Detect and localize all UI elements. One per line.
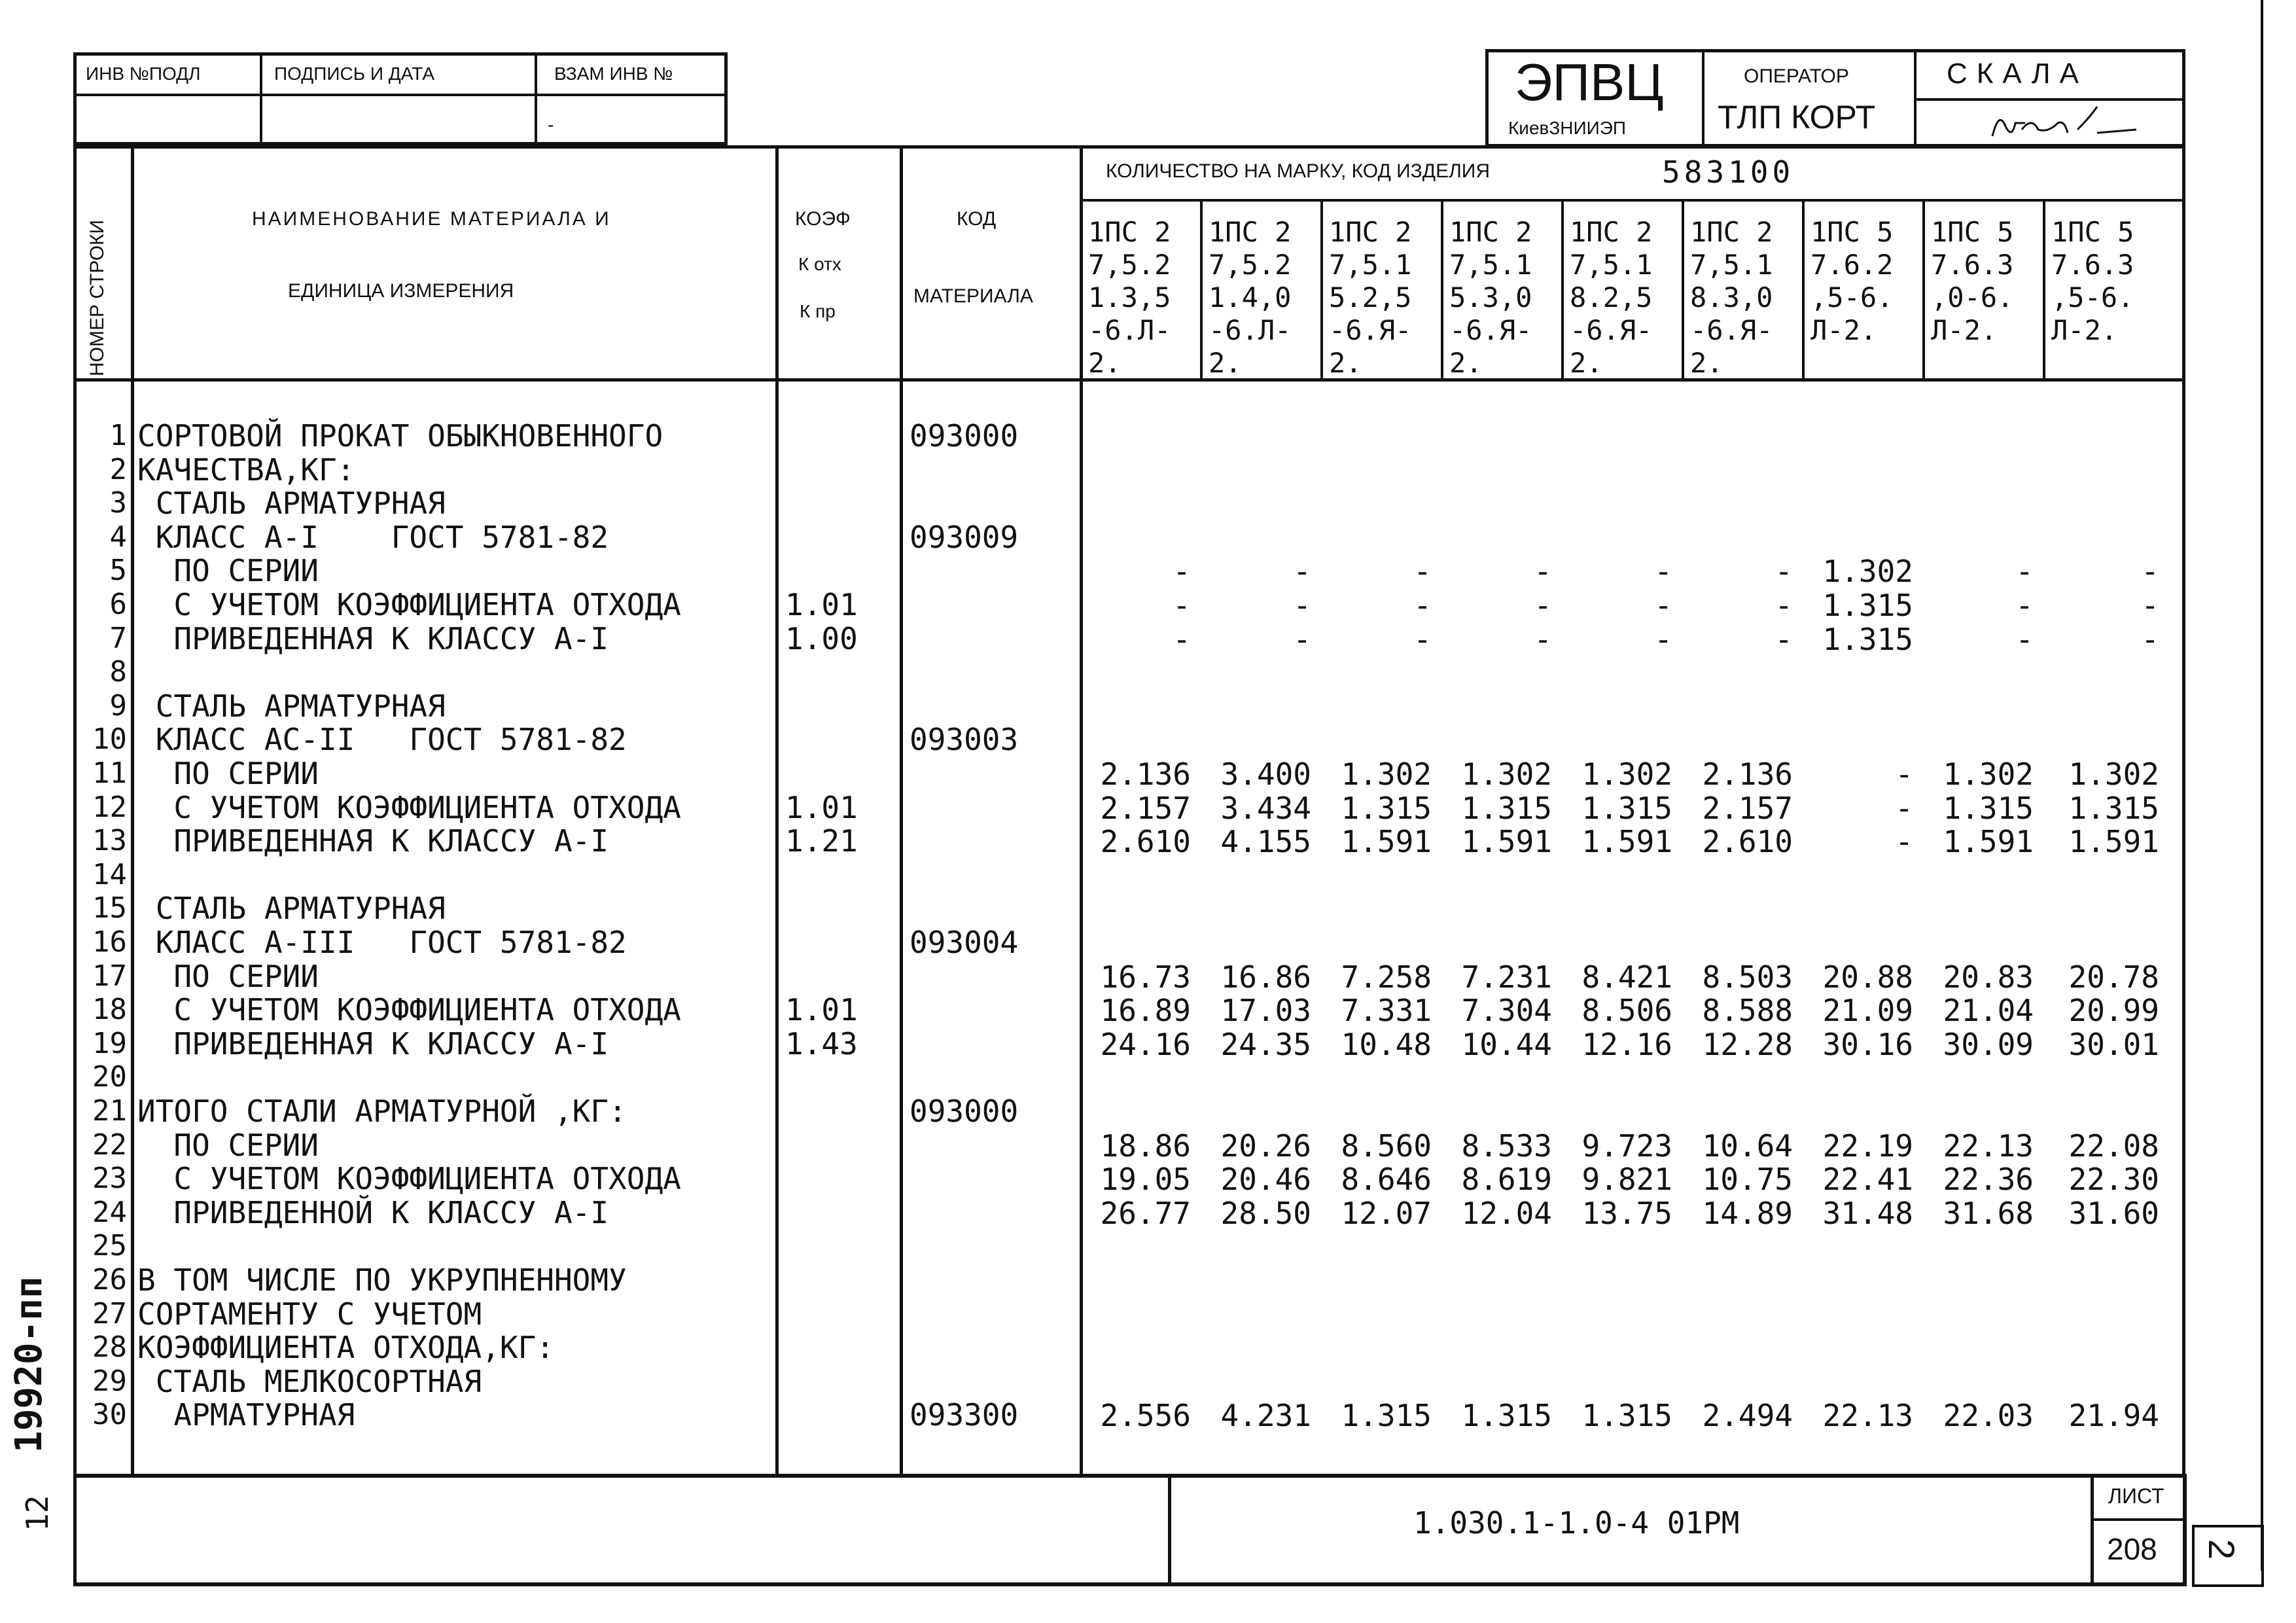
quantity-cell: 9.723 [1581, 1128, 1672, 1164]
material-name: ПРИВЕДЕННАЯ К КЛАССУ А-I [137, 823, 609, 859]
quantity-cell: 4.231 [1220, 1398, 1311, 1434]
row-number: 28 [92, 1330, 127, 1364]
quantity-cell: 2.136 [1702, 757, 1793, 792]
quantity-cell: 7.331 [1341, 993, 1432, 1029]
quantity-cell: 17.03 [1220, 993, 1311, 1029]
row-number: 9 [109, 688, 127, 722]
quantity-cell: - [1173, 588, 1191, 623]
quantity-cell: 8.619 [1461, 1162, 1552, 1198]
material-name: ПО СЕРИИ [137, 958, 319, 994]
mark-header: 1ПС 5 7.6.3 ,0-6. Л-2. [1931, 216, 2014, 346]
row-number: 15 [92, 891, 127, 925]
material-name: ПРИВЕДЕННАЯ К КЛАССУ А-I [137, 620, 609, 656]
quantity-cell: - [2015, 554, 2034, 590]
row-number: 18 [92, 993, 127, 1027]
quantity-cell: 1.315 [2068, 790, 2159, 826]
quantity-cell: 21.09 [1822, 993, 1913, 1029]
quantity-cell: 31.60 [2068, 1195, 2159, 1231]
quantity-cell: 12.28 [1702, 1026, 1793, 1062]
quantity-cell: 1.302 [1581, 757, 1672, 792]
quantity-cell: 8.646 [1341, 1162, 1432, 1198]
quantity-cell: - [1534, 554, 1552, 590]
row-number: 7 [109, 621, 127, 655]
quantity-cell: 24.16 [1100, 1026, 1191, 1062]
material-name: КАЧЕСТВА,КГ: [137, 452, 355, 488]
quantity-cell: 10.48 [1341, 1026, 1432, 1062]
quantity-cell: 22.03 [1943, 1398, 2034, 1434]
quantity-cell: 1.315 [1461, 1398, 1552, 1434]
row-number: 8 [109, 655, 127, 689]
row-number-header: НОМЕР СТРОКИ [86, 219, 108, 376]
side-mark: 2 [2201, 1539, 2243, 1560]
quantity-cell: 21.94 [2068, 1398, 2159, 1434]
quantity-cell: 2.157 [1702, 790, 1793, 826]
top-right-stamp [1485, 49, 2185, 147]
quantity-cell: 31.68 [1943, 1195, 2034, 1231]
quantity-cell: 2.556 [1100, 1398, 1191, 1434]
quantity-cell: - [1413, 554, 1432, 590]
quantity-cell: - [1775, 588, 1793, 623]
quantity-cell: - [1534, 588, 1552, 623]
row-number: 5 [109, 554, 127, 588]
coefficient: 1.00 [785, 620, 858, 656]
quantity-cell: 1.302 [1461, 757, 1552, 792]
material-name: КЛАСС А-I ГОСТ 5781-82 [137, 519, 609, 555]
quantity-cell: 20.88 [1822, 959, 1913, 995]
mark-header: 1ПС 5 7.6.2 ,5-6. Л-2. [1810, 216, 1894, 346]
mark-header: 1ПС 2 7,5.1 8.2,5 -6.Я- 2. [1570, 216, 1653, 379]
row-number: 13 [92, 824, 127, 858]
row-number: 27 [92, 1296, 127, 1330]
vzam-inv-label: ВЗАМ ИНВ № [554, 63, 673, 84]
quantity-cell: 20.99 [2068, 993, 2159, 1029]
row-number: 30 [92, 1398, 127, 1432]
quantity-cell: 1.302 [1822, 554, 1913, 590]
signature [1986, 103, 2143, 143]
sheet-label: ЛИСТ [2108, 1484, 2164, 1508]
quantity-cell: - [2141, 621, 2159, 657]
mark-header: 1ПС 5 7.6.3 ,5-6. Л-2. [2051, 216, 2134, 346]
quantity-cell: 12.16 [1581, 1026, 1672, 1062]
operator-value: ТЛП КОРТ [1718, 99, 1876, 135]
quantity-cell: 14.89 [1702, 1195, 1793, 1231]
coef-header-line3: К пр [800, 301, 836, 321]
quantity-cell: 21.04 [1943, 993, 2034, 1029]
margin-number: 12 [20, 1495, 55, 1531]
quantity-cell: 16.89 [1100, 993, 1191, 1029]
material-name: СОРТАМЕНТУ С УЧЕТОМ [137, 1296, 482, 1332]
quantity-cell: 1.315 [1581, 790, 1672, 826]
material-code: 093000 [910, 1094, 1019, 1129]
quantity-cell: 8.560 [1341, 1128, 1432, 1164]
quantity-cell: 1.591 [1581, 824, 1672, 860]
material-code: 093300 [910, 1397, 1019, 1433]
quantity-cell: 1.302 [1341, 757, 1432, 792]
quantity-cell: 30.09 [1943, 1026, 2034, 1062]
quantity-cell: 3.400 [1220, 757, 1311, 792]
quantity-cell: 30.01 [2068, 1026, 2159, 1062]
mark-header: 1ПС 2 7,5.1 5.2,5 -6.Я- 2. [1329, 216, 1412, 379]
row-number: 14 [92, 857, 127, 891]
quantity-cell: 19.05 [1100, 1162, 1191, 1198]
quantity-cell: 1.591 [2068, 824, 2159, 860]
quantity-cell: 13.75 [1581, 1195, 1672, 1231]
quantity-cell: 7.231 [1461, 959, 1552, 995]
material-name: СТАЛЬ АРМАТУРНАЯ [137, 688, 446, 724]
quantity-cell: - [2141, 588, 2159, 623]
quantity-cell: 4.155 [1220, 824, 1311, 860]
coefficient: 1.43 [785, 1026, 858, 1061]
coef-header-line1: КОЭФ [795, 208, 851, 230]
material-code: 093003 [910, 722, 1019, 758]
quantity-cell: 22.08 [2068, 1128, 2159, 1164]
row-number: 19 [92, 1026, 127, 1060]
quantity-cell: 8.506 [1581, 993, 1672, 1029]
vzam-inv-value: - [548, 115, 554, 135]
quantity-cell: 1.591 [1461, 824, 1552, 860]
quantity-cell: 1.315 [1581, 1398, 1672, 1434]
quantity-cell: 1.315 [1943, 790, 2034, 826]
code-header-line1: КОД [957, 208, 997, 230]
row-number: 10 [92, 722, 127, 757]
quantity-cell: 10.44 [1461, 1026, 1552, 1062]
material-name: ПО СЕРИИ [137, 553, 319, 589]
quantity-cell: 31.48 [1822, 1195, 1913, 1231]
material-code: 093009 [910, 519, 1019, 555]
row-number: 3 [109, 486, 127, 520]
row-number: 4 [109, 520, 127, 554]
quantity-cell: 7.258 [1341, 959, 1432, 995]
coefficient: 1.01 [785, 587, 858, 622]
signature-date-label: ПОДПИСЬ И ДАТА [274, 63, 435, 84]
quantity-cell: 2.494 [1702, 1398, 1793, 1434]
quantity-cell: 1.302 [2068, 757, 2159, 792]
material-header-line1: НАИМЕНОВАНИЕ МАТЕРИАЛА И [252, 208, 611, 230]
quantity-cell: 20.78 [2068, 959, 2159, 995]
mark-header: 1ПС 2 7,5.1 8.3,0 -6.Я- 2. [1690, 216, 1773, 379]
quantity-cell: 1.315 [1822, 588, 1913, 623]
quantity-cell: 12.04 [1461, 1195, 1552, 1231]
quantity-cell: 30.16 [1822, 1026, 1913, 1062]
quantity-cell: 28.50 [1220, 1195, 1311, 1231]
quantity-cell: 24.35 [1220, 1026, 1311, 1062]
quantity-cell: - [1895, 790, 1913, 826]
margin-stamp: 19920-пп [8, 1276, 50, 1453]
material-name: КЛАСС А-III ГОСТ 5781-82 [137, 925, 627, 960]
operator-label: ОПЕРАТОР [1744, 65, 1849, 87]
quantity-cell: 8.588 [1702, 993, 1793, 1029]
system-name: СКАЛА [1947, 58, 2088, 90]
coefficient: 1.21 [785, 823, 858, 859]
quantity-cell: 20.83 [1943, 959, 2034, 995]
material-name: АРМАТУРНАЯ [137, 1397, 355, 1433]
material-name: КЛАСС АС-II ГОСТ 5781-82 [137, 722, 627, 758]
inv-podl-label: ИНВ №ПОДЛ [86, 63, 201, 84]
material-code: 093000 [910, 418, 1019, 454]
coefficient: 1.01 [785, 992, 858, 1028]
material-name: СТАЛЬ АРМАТУРНАЯ [137, 891, 446, 927]
top-left-stamp [73, 52, 728, 145]
row-number: 20 [92, 1060, 127, 1094]
quantity-cell: - [1173, 621, 1191, 657]
product-code: 583100 [1662, 154, 1795, 190]
quantity-cell: 16.73 [1100, 959, 1191, 995]
quantity-header: КОЛИЧЕСТВО НА МАРКУ, КОД ИЗДЕЛИЯ [1106, 160, 1491, 182]
quantity-cell: - [2141, 554, 2159, 590]
row-number: 22 [92, 1128, 127, 1162]
quantity-cell: 2.157 [1100, 790, 1191, 826]
material-name: СТАЛЬ МЕЛКОСОРТНАЯ [137, 1363, 482, 1399]
quantity-cell: 1.302 [1943, 757, 2034, 792]
mark-header: 1ПС 2 7,5.1 5.3,0 -6.Я- 2. [1449, 216, 1532, 379]
quantity-cell: - [2015, 588, 2034, 623]
row-number: 1 [109, 419, 127, 452]
material-name: В ТОМ ЧИСЛЕ ПО УКРУПНЕННОМУ [137, 1262, 627, 1298]
quantity-cell: 9.821 [1581, 1162, 1672, 1198]
quantity-cell: 8.503 [1702, 959, 1793, 995]
coefficient: 1.01 [785, 789, 858, 825]
quantity-cell: - [1895, 824, 1913, 860]
quantity-cell: - [1534, 621, 1552, 657]
quantity-cell: 1.591 [1341, 824, 1432, 860]
quantity-cell: - [2015, 621, 2034, 657]
quantity-cell: 20.46 [1220, 1162, 1311, 1198]
quantity-cell: 10.64 [1702, 1128, 1793, 1164]
quantity-cell: 8.533 [1461, 1128, 1552, 1164]
quantity-cell: 3.434 [1220, 790, 1311, 826]
row-number: 6 [109, 588, 127, 621]
material-name: СТАЛЬ АРМАТУРНАЯ [137, 486, 446, 522]
row-number: 24 [92, 1195, 127, 1229]
org-subtitle: КиевЗНИИЭП [1508, 118, 1627, 138]
mark-header: 1ПС 2 7,5.2 1.3,5 -6.Л- 2. [1088, 216, 1171, 379]
quantity-cell: 10.75 [1702, 1162, 1793, 1198]
material-name: С УЧЕТОМ КОЭФФИЦИЕНТА ОТХОДА [137, 992, 681, 1028]
quantity-cell: 1.315 [1341, 790, 1432, 826]
quantity-cell: - [1293, 554, 1311, 590]
quantity-cell: 2.136 [1100, 757, 1191, 792]
quantity-cell: - [1654, 588, 1672, 623]
row-number: 16 [92, 925, 127, 959]
quantity-cell: - [1654, 621, 1672, 657]
quantity-cell: - [1413, 588, 1432, 623]
quantity-cell: 2.610 [1100, 824, 1191, 860]
quantity-cell: 1.591 [1943, 824, 2034, 860]
quantity-cell: - [1293, 621, 1311, 657]
quantity-cell: - [1895, 757, 1913, 792]
material-name: ПРИВЕДЕННАЯ К КЛАССУ А-I [137, 1026, 609, 1061]
material-name: ПРИВЕДЕННОЙ К КЛАССУ А-I [137, 1194, 609, 1230]
material-name: С УЧЕТОМ КОЭФФИЦИЕНТА ОТХОДА [137, 789, 681, 825]
quantity-cell: - [1173, 554, 1191, 590]
row-number: 12 [92, 790, 127, 824]
quantity-cell: 22.13 [1822, 1398, 1913, 1434]
org-name: ЭПВЦ [1515, 53, 1664, 111]
quantity-cell: 8.421 [1581, 959, 1672, 995]
material-name: С УЧЕТОМ КОЭФФИЦИЕНТА ОТХОДА [137, 1161, 681, 1197]
quantity-cell: 1.315 [1461, 790, 1552, 826]
quantity-cell: 1.315 [1822, 621, 1913, 657]
material-name: КОЭФФИЦИЕНТА ОТХОДА,КГ: [137, 1330, 554, 1366]
quantity-cell: 12.07 [1341, 1195, 1432, 1231]
row-number: 11 [92, 757, 127, 790]
row-number: 17 [92, 959, 127, 993]
code-header-line2: МАТЕРИАЛА [913, 285, 1033, 307]
quantity-cell: 7.304 [1461, 993, 1552, 1029]
material-code: 093004 [910, 925, 1019, 960]
quantity-cell: 1.315 [1341, 1398, 1432, 1434]
quantity-cell: - [1775, 554, 1793, 590]
quantity-cell: 22.36 [1943, 1162, 2034, 1198]
quantity-cell: - [1293, 588, 1311, 623]
quantity-cell: - [1413, 621, 1432, 657]
material-name: СОРТОВОЙ ПРОКАТ ОБЫКНОВЕННОГО [137, 418, 663, 454]
material-name: С УЧЕТОМ КОЭФФИЦИЕНТА ОТХОДА [137, 587, 681, 622]
quantity-cell: 26.77 [1100, 1195, 1191, 1231]
quantity-cell: - [1654, 554, 1672, 590]
row-number: 21 [92, 1094, 127, 1128]
quantity-cell: 22.19 [1822, 1128, 1913, 1164]
material-name: ИТОГО СТАЛИ АРМАТУРНОЙ ,КГ: [137, 1094, 627, 1129]
sheet-number: 208 [2107, 1532, 2157, 1566]
row-number: 25 [92, 1229, 127, 1263]
quantity-cell: 22.30 [2068, 1162, 2159, 1198]
quantity-cell: 20.26 [1220, 1128, 1311, 1164]
row-number: 23 [92, 1162, 127, 1196]
quantity-cell: 18.86 [1100, 1128, 1191, 1164]
quantity-cell: 16.86 [1220, 959, 1311, 995]
row-number: 2 [109, 452, 127, 486]
row-number: 29 [92, 1364, 127, 1398]
quantity-cell: 22.41 [1822, 1162, 1913, 1198]
material-name: ПО СЕРИИ [137, 756, 319, 791]
document-code: 1.030.1-1.0-4 01РМ [1413, 1505, 1740, 1541]
quantity-cell: 22.13 [1943, 1128, 2034, 1164]
coef-header-line2: К отх [798, 254, 841, 274]
material-header-line2: ЕДИНИЦА ИЗМЕРЕНИЯ [288, 280, 514, 302]
row-number: 26 [92, 1263, 127, 1296]
material-name: ПО СЕРИИ [137, 1127, 319, 1163]
quantity-cell: - [1775, 621, 1793, 657]
mark-header: 1ПС 2 7,5.2 1.4,0 -6.Л- 2. [1209, 216, 1292, 379]
quantity-cell: 2.610 [1702, 824, 1793, 860]
